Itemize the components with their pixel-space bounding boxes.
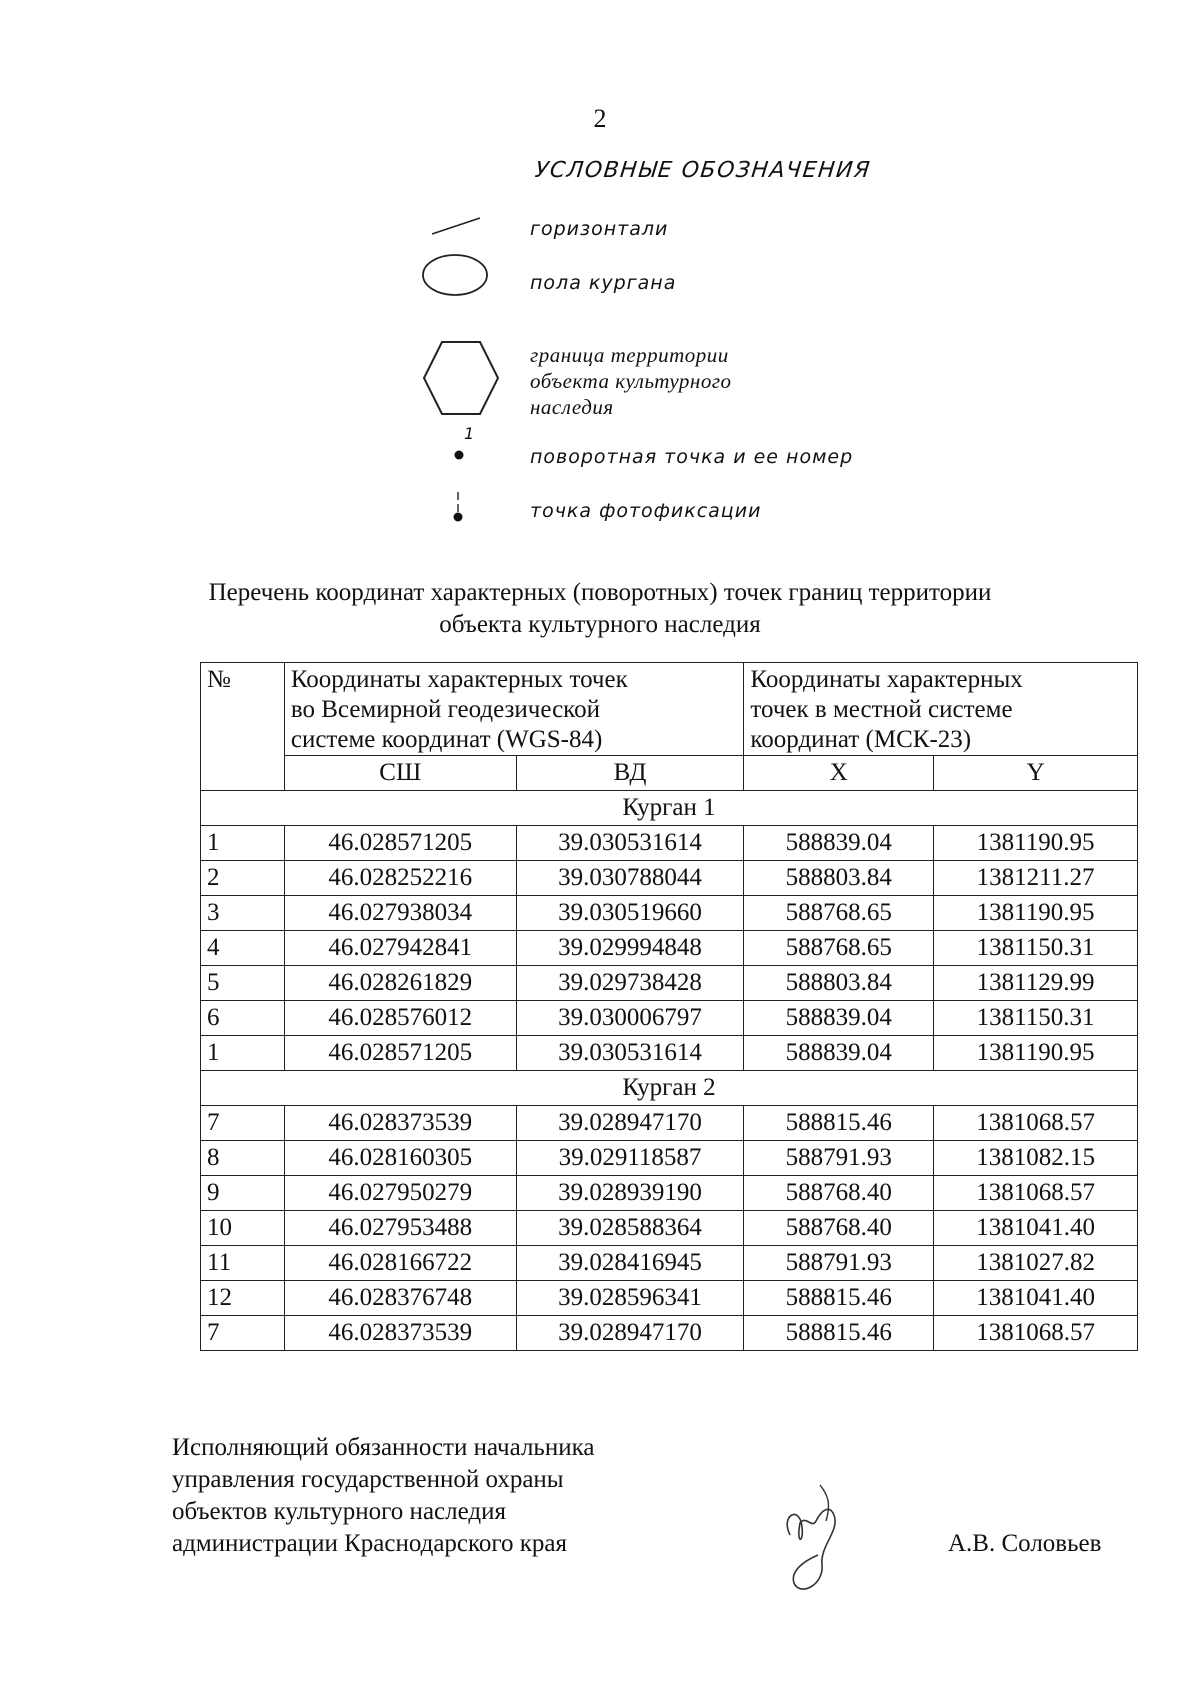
y-cell: 1381211.27: [934, 861, 1138, 896]
ellipse-icon: [420, 252, 490, 298]
turning-point-number: 1: [464, 424, 476, 443]
longitude-cell: 39.028947170: [516, 1316, 744, 1351]
contour-line-icon: [430, 214, 482, 238]
x-cell: 588803.84: [744, 861, 934, 896]
table-row: [201, 1316, 1138, 1351]
signer-line: Исполняющий обязанности начальника: [172, 1434, 595, 1461]
header-longitude: ВД: [516, 756, 744, 791]
table-row: [201, 861, 1138, 896]
latitude-cell: 46.028571205: [284, 826, 516, 861]
point-number: 1: [201, 826, 285, 861]
longitude-cell: 39.028939190: [516, 1176, 744, 1211]
x-cell: 588768.65: [744, 896, 934, 931]
coordinates-table: [200, 662, 1138, 1351]
y-cell: 1381150.31: [934, 1001, 1138, 1036]
longitude-cell: 39.030006797: [516, 1001, 744, 1036]
legend-label-boundary: [530, 342, 732, 420]
turning-point-icon: [452, 448, 466, 462]
longitude-cell: 39.030531614: [516, 826, 744, 861]
x-cell: 588768.40: [744, 1211, 934, 1246]
x-cell: 588839.04: [744, 1001, 934, 1036]
group-row: [201, 791, 1138, 826]
legend-label-contours: горизонтали: [530, 218, 669, 240]
longitude-cell: 39.029118587: [516, 1141, 744, 1176]
latitude-cell: 46.027938034: [284, 896, 516, 931]
x-cell: 588815.46: [744, 1281, 934, 1316]
x-cell: 588791.93: [744, 1246, 934, 1281]
legend-boundary-line: наследия: [530, 395, 614, 419]
x-cell: 588768.65: [744, 931, 934, 966]
longitude-cell: 39.028416945: [516, 1246, 744, 1281]
latitude-cell: 46.028571205: [284, 1036, 516, 1071]
longitude-cell: 39.030531614: [516, 1036, 744, 1071]
longitude-cell: 39.028588364: [516, 1211, 744, 1246]
y-cell: 1381150.31: [934, 931, 1138, 966]
latitude-cell: 46.027942841: [284, 931, 516, 966]
latitude-cell: 46.028261829: [284, 966, 516, 1001]
table-row: [201, 1176, 1138, 1211]
legend-boundary-line: граница территории: [530, 343, 729, 367]
header-x: X: [744, 756, 934, 791]
y-cell: 1381129.99: [934, 966, 1138, 1001]
point-number: 6: [201, 1001, 285, 1036]
legend-title: УСЛОВНЫЕ ОБОЗНАЧЕНИЯ: [533, 158, 873, 183]
point-number: 4: [201, 931, 285, 966]
x-cell: 588791.93: [744, 1141, 934, 1176]
latitude-cell: 46.028373539: [284, 1106, 516, 1141]
signer-line: управления государственной охраны: [172, 1466, 564, 1493]
table-title-line: Перечень координат характерных (поворотных) точек границ территории: [208, 579, 992, 606]
x-cell: 588815.46: [744, 1316, 934, 1351]
latitude-cell: 46.028160305: [284, 1141, 516, 1176]
legend-boundary-line: объекта культурного: [530, 369, 732, 393]
latitude-cell: 46.028166722: [284, 1246, 516, 1281]
table-row: [201, 896, 1138, 931]
longitude-cell: 39.028947170: [516, 1106, 744, 1141]
signer-position: [172, 1432, 594, 1560]
table-row: [201, 1036, 1138, 1071]
latitude-cell: 46.028373539: [284, 1316, 516, 1351]
group-name: Курган 1: [201, 791, 1138, 826]
y-cell: 1381068.57: [934, 1106, 1138, 1141]
point-number: 7: [201, 1316, 285, 1351]
legend-label-photo-point: точка фотофиксации: [530, 500, 762, 522]
y-cell: 1381190.95: [934, 896, 1138, 931]
table-row: [201, 1211, 1138, 1246]
header-latitude: СШ: [284, 756, 516, 791]
point-number: 3: [201, 896, 285, 931]
y-cell: 1381068.57: [934, 1316, 1138, 1351]
table-row: [201, 826, 1138, 861]
latitude-cell: 46.027950279: [284, 1176, 516, 1211]
point-number: 11: [201, 1246, 285, 1281]
point-number: 8: [201, 1141, 285, 1176]
x-cell: 588839.04: [744, 826, 934, 861]
table-row: [201, 1106, 1138, 1141]
signer-line: объектов культурного наследия: [172, 1498, 506, 1525]
signer-line: администрации Краснодарского края: [172, 1530, 568, 1557]
latitude-cell: 46.028376748: [284, 1281, 516, 1316]
header-number: №: [201, 663, 285, 791]
legend-label-turning-point: поворотная точка и ее номер: [530, 446, 854, 468]
y-cell: 1381027.82: [934, 1246, 1138, 1281]
latitude-cell: 46.028252216: [284, 861, 516, 896]
y-cell: 1381041.40: [934, 1211, 1138, 1246]
x-cell: 588815.46: [744, 1106, 934, 1141]
photo-point-icon: [450, 490, 466, 524]
header-wgs84-line: системе координат (WGS-84): [290, 726, 603, 753]
table-row: [201, 931, 1138, 966]
header-msk23-line: Координаты характерных: [750, 666, 1023, 693]
table-row: [201, 1281, 1138, 1316]
header-msk23-line: координат (МСК-23): [750, 726, 972, 753]
signer-name: А.В. Соловьев: [948, 1530, 1102, 1557]
point-number: 12: [201, 1281, 285, 1316]
longitude-cell: 39.030519660: [516, 896, 744, 931]
table-row: [201, 1141, 1138, 1176]
y-cell: 1381068.57: [934, 1176, 1138, 1211]
group-name: Курган 2: [201, 1071, 1138, 1106]
longitude-cell: 39.029994848: [516, 931, 744, 966]
point-number: 10: [201, 1211, 285, 1246]
longitude-cell: 39.029738428: [516, 966, 744, 1001]
header-msk23: [744, 663, 1138, 756]
x-cell: 588768.40: [744, 1176, 934, 1211]
x-cell: 588803.84: [744, 966, 934, 1001]
y-cell: 1381041.40: [934, 1281, 1138, 1316]
header-y: Y: [934, 756, 1138, 791]
table-body: [201, 791, 1138, 1351]
header-msk23-line: точек в местной системе: [750, 696, 1013, 723]
hexagon-icon: [418, 338, 504, 418]
y-cell: 1381190.95: [934, 826, 1138, 861]
table-row: [201, 966, 1138, 1001]
header-wgs84-line: во Всемирной геодезической: [290, 696, 600, 723]
point-number: 5: [201, 966, 285, 1001]
table-title-line: объекта культурного наследия: [439, 611, 761, 638]
latitude-cell: 46.027953488: [284, 1211, 516, 1246]
group-row: [201, 1071, 1138, 1106]
table-row: [201, 1001, 1138, 1036]
handwritten-signature: [760, 1465, 870, 1605]
page-number: 2: [593, 104, 607, 133]
header-wgs84-line: Координаты характерных точек: [290, 666, 628, 693]
y-cell: 1381082.15: [934, 1141, 1138, 1176]
longitude-cell: 39.028596341: [516, 1281, 744, 1316]
table-row: [201, 1246, 1138, 1281]
point-number: 1: [201, 1036, 285, 1071]
table-title: [0, 577, 1200, 641]
y-cell: 1381190.95: [934, 1036, 1138, 1071]
point-number: 7: [201, 1106, 285, 1141]
point-number: 9: [201, 1176, 285, 1211]
latitude-cell: 46.028576012: [284, 1001, 516, 1036]
legend-label-mound-floor: пола кургана: [530, 272, 677, 294]
point-number: 2: [201, 861, 285, 896]
x-cell: 588839.04: [744, 1036, 934, 1071]
longitude-cell: 39.030788044: [516, 861, 744, 896]
header-wgs84: [284, 663, 744, 756]
